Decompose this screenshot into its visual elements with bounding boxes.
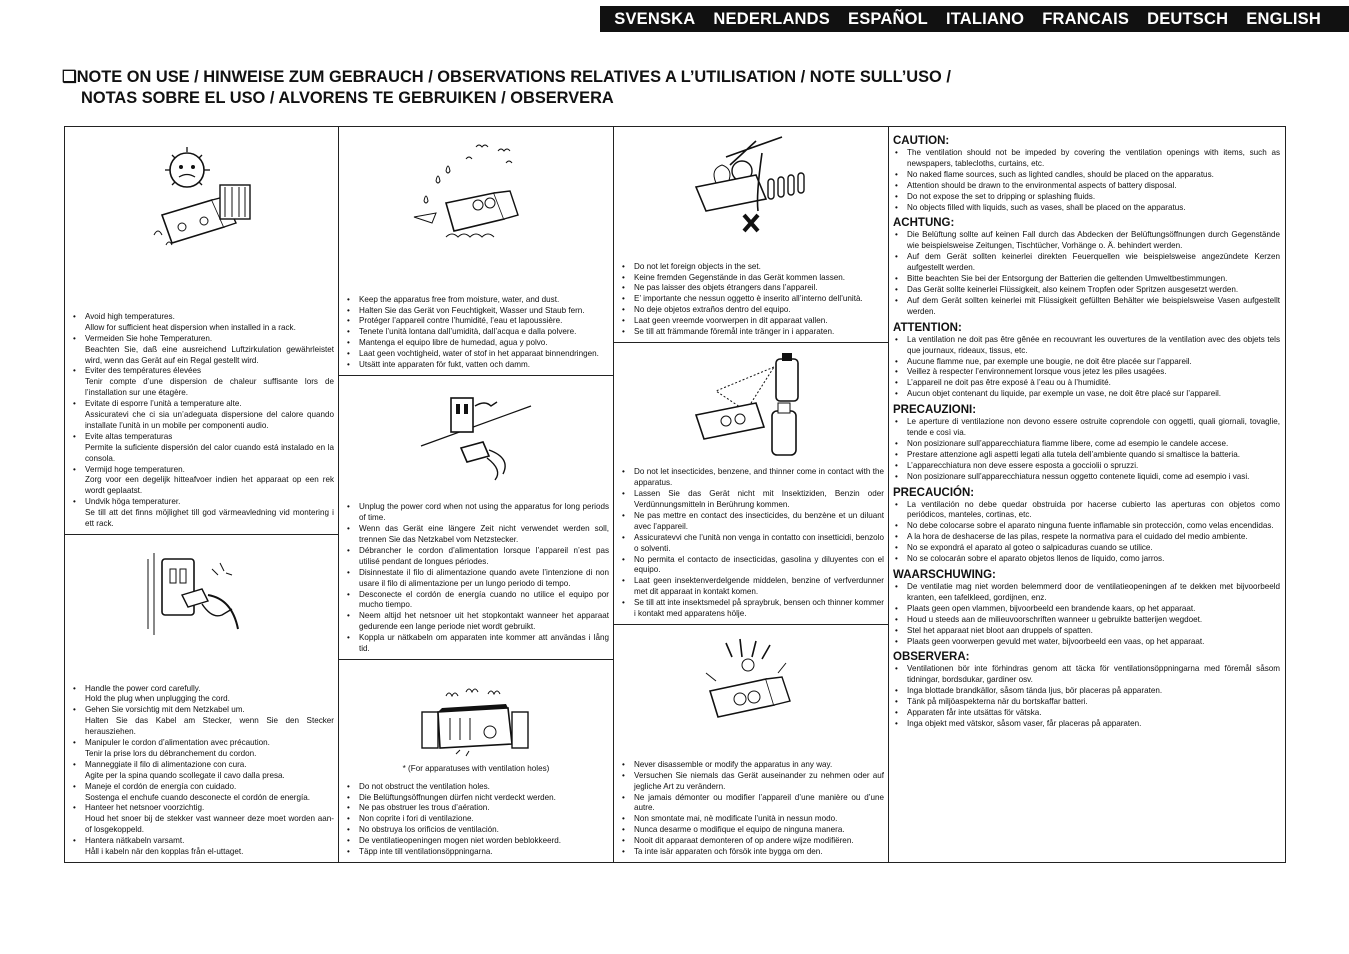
list-item: • Die Belüftungsöffnungen dürfen nicht verdeckt werden. — [347, 793, 609, 804]
power-cord-icon — [65, 549, 338, 644]
tools-notes — [614, 760, 888, 858]
list-item: • Never disassemble or modify the apparatus in any way. — [622, 760, 884, 771]
foreign-objects-icon — [614, 135, 888, 240]
list-item: • Das Gerät sollte keinerlei Flüssigkeit, also keinem Tropfen oder Spritzen ausgesetzt werden. — [893, 285, 1280, 296]
caution-deutsch — [889, 217, 1285, 317]
list-item: • No naked flame sources, such as lighted candles, should be placed on the apparatus. — [893, 170, 1280, 181]
list-item: • Do not let foreign objects in the set. — [622, 262, 884, 273]
cell-spray — [614, 343, 888, 625]
list-item: • Veillez à respecter l’environnement lorsque vous jetez les piles usagées. — [893, 367, 1280, 378]
lang-english: ENGLISH — [1246, 9, 1321, 28]
list-item: • Lassen Sie das Gerät nicht mit Insektiziden, Benzin oder Verdünnungsmitteln in Berührung kommen. — [622, 489, 884, 511]
list-item: • Disinnestate il filo di alimentazione quando avete l’intenzione di non usare il filo di alimentazione per un lungo periodo di tempo. — [347, 568, 609, 590]
heat-notes — [65, 312, 338, 530]
list-item: • A la hora de deshacerse de las pilas, respete la normativa para el cuidado del medio ambiente. — [893, 532, 1280, 543]
cell-tools — [614, 625, 888, 862]
caution-nederlands — [889, 569, 1285, 647]
list-item: • Keep the apparatus free from moisture, water, and dust. — [347, 295, 609, 306]
list-item: • L’appareil ne doit pas être exposé à l’eau ou à l’humidité. — [893, 378, 1280, 389]
list-item: • Evite altas temperaturas Permite la suficiente dispersión del calor cuando está instalado en la consola. — [73, 432, 334, 465]
language-bar — [600, 6, 1349, 32]
water-splash-icon — [339, 141, 613, 251]
list-item: • Avoid high temperatures. Allow for sufficient heat dispersion when installed in a rack. — [73, 312, 334, 334]
list-item: • Se till att främmande föremål inte tränger in i apparaten. — [622, 327, 884, 338]
list-item: • Auf dem Gerät sollten keinerlei direkten Feuerquellen wie beispielsweise angezündete Kerzen aufgestellt werden. — [893, 252, 1280, 274]
list-item: • E’ importante che nessun oggetto è inserito all’interno dell’unità. — [622, 294, 884, 305]
list-item: • Neem altijd het netsnoer uit het stopkontakt wanneer het apparaat gedurende een lange periode niet wordt gebruikt. — [347, 611, 609, 633]
lang-espanol: ESPAÑOL — [848, 9, 928, 28]
column-4-cautions — [889, 127, 1285, 862]
list-item: • Assicuratevvi che l’unità non venga in contatto con insetticidi, benzolo o solventi. — [622, 533, 884, 555]
unplug-icon — [339, 386, 613, 481]
lang-italiano: ITALIANO — [945, 9, 1025, 28]
caution-italiano — [889, 404, 1285, 482]
list-item: • Vermijd hoge temperaturen. Zorg voor een degelijk hitteafvoer indien het apparaat op een rek wordt geplaatst. — [73, 465, 334, 498]
list-item: • No objects filled with liquids, such as vases, shall be placed on the apparatus. — [893, 203, 1280, 214]
caution-english — [889, 135, 1285, 213]
list-item: • Manneggiate il filo di alimentazione con cura. Agite per la spina quando scollegate il cavo dalla presa. — [73, 760, 334, 782]
moisture-notes — [339, 295, 613, 371]
list-item: • Nunca desarme o modifique el equipo de ninguna manera. — [622, 825, 884, 836]
cell-ventilation — [339, 660, 613, 862]
list-item: • Maneje el cordón de energía con cuidado. Sostenga el enchufe cuando desconecte el cordón de energía. — [73, 782, 334, 804]
list-item: • Nooit dit apparaat demonteren of op andere wijze modifiëren. — [622, 836, 884, 847]
list-item: • Wenn das Gerät eine längere Zeit nicht verwendet werden soll, trennen Sie das Netzkabel vom Netzstecker. — [347, 524, 609, 546]
cell-foreign — [614, 127, 888, 343]
lang-deutsch: DEUTSCH — [1147, 9, 1229, 28]
cell-unplug — [339, 376, 613, 660]
list-item: • Halten Sie das Gerät von Feuchtigkeit, Wasser und Staub fern. — [347, 306, 609, 317]
ventilation-notes — [339, 782, 613, 858]
list-item: • Gehen Sie vorsichtig mit dem Netzkabel um. Halten Sie das Kabel am Stecker, wenn Sie den Stecker herausziehen. — [73, 705, 334, 738]
section-heading: WAARSCHUWING: — [893, 569, 996, 581]
section-heading: CAUTION: — [893, 135, 950, 147]
list-item: • Houd u steeds aan de milieuvoorschriften wanneer u gebruikte batterijen wegdoet. — [893, 615, 1280, 626]
cell-heat — [65, 127, 338, 535]
list-item: • Non smontate mai, nè modificate l’unità in nessun modo. — [622, 814, 884, 825]
list-item: • Evitate di esporre l’unità a temperature alte. Assicuratevi che ci sia un’adeguata dispersione del calore quando installate l’unità in un mobile per componenti audio. — [73, 399, 334, 432]
list-item: • Tenete l’unità lontana dall’umidità, dall’acqua e dalla polvere. — [347, 327, 609, 338]
list-item: • Unplug the power cord when not using the apparatus for long periods of time. — [347, 502, 609, 524]
list-item: • Aucune flamme nue, par exemple une bougie, ne doit être placée sur l’appareil. — [893, 357, 1280, 368]
list-item: • Se till att inte insektsmedel på spraybruk, bensen och thinner kommer i kontakt med apparatens hölje. — [622, 598, 884, 620]
cell-moisture — [339, 127, 613, 376]
list-item: • Die Belüftung sollte auf keinen Fall durch das Abdecken der Belüftungsöffnungen durch Gegenstände wie beispielsweise Zeitungen, Tischtücher, Vorhänge o. Ä. behindert werden. — [893, 230, 1280, 252]
list-item: • No se colocarán sobre el aparato objetos llenos de líquido, como jarros. — [893, 554, 1280, 565]
cord-notes — [65, 684, 338, 859]
list-item: • Protéger l’appareil contre l’humidité, l’eau et lapoussière. — [347, 316, 609, 327]
list-item: • Plaats geen open vlammen, bijvoorbeeld een brandende kaars, op het apparaat. — [893, 604, 1280, 615]
list-item: • De ventilatie mag niet worden belemmerd door de ventilatieopeningen af te dekken met bijvoorbeeld kranten, een tafelkleed, gordijnen, enz. — [893, 582, 1280, 604]
page-title-line2: NOTAS SOBRE EL USO / ALVORENS TE GEBRUIKEN / OBSERVERA — [81, 88, 614, 107]
list-item: • No deje objetos extraños dentro del equipo. — [622, 305, 884, 316]
list-item: • Auf dem Gerät sollten keinerlei mit Flüssigkeit gefüllten Behälter wie beispielsweise Vasen aufgestellt werden. — [893, 296, 1280, 318]
list-item: • Inga objekt med vätskor, såsom vaser, får placeras på apparaten. — [893, 719, 1280, 730]
ventilation-caption: * (For apparatuses with ventilation holes) — [402, 764, 550, 773]
list-item: • Do not let insecticides, benzene, and thinner come in contact with the apparatus. — [622, 467, 884, 489]
list-item: • Utsätt inte apparaten för fukt, vatten och damm. — [347, 360, 609, 371]
list-item: • Le aperture di ventilazione non devono essere ostruite coprendole con oggetti, quali giornali, tovaglie, tende e così via. — [893, 417, 1280, 439]
list-item: • Ne pas laisser des objets étrangers dans l’appareil. — [622, 283, 884, 294]
list-item: • No se expondrá el aparato al goteo o salpicaduras cuando se utilice. — [893, 543, 1280, 554]
list-item: • Plaats geen voorwerpen gevuld met water, bijvoorbeeld een vaas, op het apparaat. — [893, 637, 1280, 648]
list-item: • No permita el contacto de insecticidas, gasolina y diluyentes con el equipo. — [622, 555, 884, 577]
list-item: • Non posizionare sull’apparecchiatura fiamme libere, come ad esempio le candele accese. — [893, 439, 1280, 450]
column-1 — [65, 127, 339, 862]
caution-francais — [889, 322, 1285, 400]
list-item: • Laat geen vochtigheid, water of stof in het apparaat binnendringen. — [347, 349, 609, 360]
list-item: • Undvik höga temperaturer. Se till att det finns möjlighet till god värmeavledning vid montering i ett rack. — [73, 497, 334, 530]
list-item: • Stel het apparaat niet bloot aan druppels of spatten. — [893, 626, 1280, 637]
list-item: • Vermeiden Sie hohe Temperaturen. Beachten Sie, daß eine ausreichend Luftzirkulation gewährleistet wird, wenn das Gerät auf ein Regal gestellt wird. — [73, 334, 334, 367]
list-item: • Débrancher le cordon d’alimentation lorsque l’appareil n’est pas utilisé pendant de longues périodes. — [347, 546, 609, 568]
insecticide-spray-icon — [614, 351, 888, 461]
list-item: • De ventilatieopeningen mogen niet worden beblokkeerd. — [347, 836, 609, 847]
lang-svenska: SVENSKA — [614, 9, 696, 28]
list-item: • Laat geen insektenverdelgende middelen, benzine of verfverdunner met dit apparaat in kontakt komen. — [622, 576, 884, 598]
sun-heat-icon — [65, 145, 338, 255]
list-item: • Koppla ur nätkabeln om apparaten inte kommer att användas i lång tid. — [347, 633, 609, 655]
list-item: • Hanteer het netsnoer voorzichtig. Houd het snoer bij de stekker vast wanneer deze moet worden aan- of losgekoppeld. — [73, 803, 334, 836]
list-item: • Keine fremden Gegenstände in das Gerät kommen lassen. — [622, 273, 884, 284]
disassemble-tools-icon — [614, 633, 888, 738]
list-item: • Versuchen Sie niemals das Gerät auseinander zu nehmen oder auf jegliche Art zu verändern. — [622, 771, 884, 793]
list-item: • Ne pas mettre en contact des insecticides, du benzène et un diluant avec l’appareil. — [622, 511, 884, 533]
cell-cord — [65, 535, 338, 862]
lang-nederlands: NEDERLANDS — [713, 9, 830, 28]
list-item: • Mantenga el equipo libre de humedad, agua y polvo. — [347, 338, 609, 349]
list-item: • Attention should be drawn to the environmental aspects of battery disposal. — [893, 181, 1280, 192]
section-heading: ACHTUNG: — [893, 217, 955, 230]
list-item: • The ventilation should not be impeded by covering the ventilation openings with items, such as newspapers, tablecloths, curtains, etc. — [893, 148, 1280, 170]
list-item: • Non coprite i fori di ventilazione. — [347, 814, 609, 825]
column-2 — [339, 127, 614, 862]
list-item: • L’apparecchiatura non deve essere esposta a gocciolii o spruzzi. — [893, 461, 1280, 472]
list-item: • Inga blottade brandkällor, såsom tända ljus, bör placeras på apparaten. — [893, 686, 1280, 697]
page-title — [62, 67, 951, 108]
list-item: • Aucun objet contenant du liquide, par exemple un vase, ne doit être placé sur l’appareil. — [893, 389, 1280, 400]
list-item: • Prestare attenzione agli aspetti legati alla tutela dell’ambiente quando si smaltisce la batteria. — [893, 450, 1280, 461]
list-item: • Ne jamais démonter ou modifier l’appareil d’une manière ou d’une autre. — [622, 793, 884, 815]
section-heading: PRECAUCIÓN: — [893, 486, 975, 499]
page-title-line1: ❑NOTE ON USE / HINWEISE ZUM GEBRAUCH / OBSERVATIONS RELATIVES A L’UTILISATION / NOTE SULL’USO / — [62, 68, 951, 86]
list-item: • La ventilation ne doit pas être gênée en recouvrant les ouvertures de la ventilation avec des objets tels que journaux, rideaux, tissus, etc. — [893, 335, 1280, 357]
lang-francais: FRANCAIS — [1042, 9, 1130, 28]
ventilation-icon — [339, 682, 613, 762]
spray-notes — [614, 467, 888, 620]
list-item: • Non posizionare sull’apparecchiatura nessun oggetto contenete liquidi, come ad esempio i vasi. — [893, 472, 1280, 483]
foreign-notes — [614, 262, 888, 338]
section-heading: OBSERVERA: — [893, 651, 970, 664]
list-item: • Ne pas obstruer les trous d’aération. — [347, 803, 609, 814]
caution-espanol — [889, 487, 1285, 565]
list-item: • Manipuler le cordon d’alimentation avec précaution. Tenir la prise lors du débranchement du cordon. — [73, 738, 334, 760]
list-item: • Do not expose the set to dripping or splashing fluids. — [893, 192, 1280, 203]
list-item: • Bitte beachten Sie bei der Entsorgung der Batterien die geltenden Umweltbestimmungen. — [893, 274, 1280, 285]
list-item: • Tänk på miljöaspekterna när du bortskaffar batteri. — [893, 697, 1280, 708]
list-item: • Desconecte el cordón de energía cuando no utilice el equipo por mucho tiempo. — [347, 590, 609, 612]
notes-grid — [64, 126, 1286, 863]
list-item: • Ventilationen bör inte förhindras genom att täcka för ventilationsöppningarna med föremål såsom tidningar, bordsdukar, gardiner osv. — [893, 664, 1280, 686]
list-item: • Apparaten får inte utsättas för vätska. — [893, 708, 1280, 719]
list-item: • Eviter des températures élevées Tenir compte d’une dispersion de chaleur suffisante lors de l’installation sur une étagère. — [73, 366, 334, 399]
list-item: • La ventilación no debe quedar obstruida por hacerse cubierto las aperturas con objetos como periódicos, manteles, cortinas, etc. — [893, 500, 1280, 522]
list-item: • Täpp inte till ventilationsöppningarna. — [347, 847, 609, 858]
list-item: • No debe colocarse sobre el aparato ninguna fuente inflamable sin protección, como velas encendidas. — [893, 521, 1280, 532]
list-item: • No obstruya los orificios de ventilación. — [347, 825, 609, 836]
list-item: • Laat geen vreemde voorwerpen in dit apparaat vallen. — [622, 316, 884, 327]
section-heading: ATTENTION: — [893, 321, 962, 334]
list-item: • Hantera nätkabeln varsamt. Håll i kabeln när den kopplas från el-uttaget. — [73, 836, 334, 858]
list-item: • Ta inte isär apparaten och försök inte bygga om den. — [622, 847, 884, 858]
unplug-notes — [339, 502, 613, 655]
caution-svenska — [889, 651, 1285, 729]
list-item: • Handle the power cord carefully. Hold the plug when unplugging the cord. — [73, 684, 334, 706]
column-3 — [614, 127, 889, 862]
list-item: • Do not obstruct the ventilation holes. — [347, 782, 609, 793]
section-heading: PRECAUZIONI: — [893, 404, 977, 417]
